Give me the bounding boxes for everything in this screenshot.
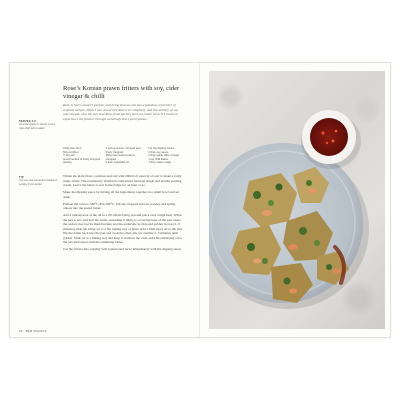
serves-note xyxy=(19,120,59,130)
ingredient: ½ tsp salt xyxy=(63,154,75,157)
serves-text: as a bar snack or serves 2 as a main dish with a salad xyxy=(19,123,56,130)
ingredient: Good handful of finely chopped parsley xyxy=(63,157,101,164)
ingredient: 2 tbsp apple cider vinegar xyxy=(148,154,180,157)
gutter xyxy=(199,63,200,337)
method-step: Preheat the oven to 180°C/Fan 160°C. Stir the chopped prawns, parsley and spring onions into the rested batter. xyxy=(63,201,176,211)
ingredient: 2 tbsp soy sauce xyxy=(148,150,169,154)
recipe-title: Rose’s Korean prawn fritters with soy, cider vinegar & chilli xyxy=(63,85,180,101)
tip-note xyxy=(19,176,59,186)
method-step: Cut the fritters into roughly 5cm squares and serve immediately with the dipping sauce. xyxy=(63,247,182,252)
ingredient: 50g cornflour xyxy=(63,150,79,154)
page-number: 20 xyxy=(19,329,23,333)
ingredients-col-3 xyxy=(148,147,187,165)
ingredient: For the dipping sauce xyxy=(148,147,175,150)
tip-key: TIP xyxy=(19,176,24,179)
dish-photo xyxy=(209,71,385,329)
serves-key: SERVES 4-6 xyxy=(19,120,36,123)
ingredient: 100g plain flour xyxy=(63,147,82,150)
ingredients-col-1 xyxy=(63,147,102,165)
ingredient: 1 tsp chilli flakes xyxy=(148,157,168,161)
ingredient: 1 tbsp caster sugar xyxy=(148,161,172,164)
section-name: BAR SNACKS xyxy=(25,329,47,333)
page-footer xyxy=(19,329,47,333)
ingredient: 300g raw peeled prawns, chopped xyxy=(105,154,136,161)
method-step: Whisk the plain flour, cornflour and salt with 200ml of water in a bowl to make a fairly runny batter. The consistency should be somewhere between single and double pouring cream. Leave the batter to rest in the fridge for an hour or so. xyxy=(63,174,182,188)
method-step: Make the dipping sauce by mixing all the ingredients together in a small bowl and set aside. xyxy=(63,190,180,199)
dipping-sauce xyxy=(310,118,348,156)
method-text xyxy=(63,174,185,254)
prawn-fritter-plate-photo-icon xyxy=(209,71,385,329)
tip-text: You can use coriander instead of parsley if you prefer. xyxy=(19,179,57,186)
ingredient: 2 tbsp vegetable oil xyxy=(105,161,129,164)
ingredients-list xyxy=(63,147,187,165)
ingredient: 2 spring onions, trimmed and finely chopped xyxy=(105,147,141,154)
method-step: Add 2 tablespoons of the oil to a 20–26cm frying pan and place over a high heat. When the pan is hot, add half the batter, spreading it thinly to cover the base of the pan. Once the surface has lost its liquid texture and the underside is crisp and golden brown (2–3 minutes) slide the fritter on to a flat baking tray or plate. Add a little more oil to the pan, flip the fritter back into the pan and cook the other side for another 2–3 minutes until golden. Slide on to a baking tray and keep it warm in the oven. Add the remaining oil to the pan and repeat with the remaining batter. xyxy=(63,213,183,245)
ingredients-col-2 xyxy=(106,147,145,165)
recipe-intro: Rose is Sue’s cousin’s partner and being Korean she has a fabulous repertoire of seafood recipes. What I love about this dish is its simplicity and the subtlety of soy and vinegar, also the fact that Rose finds parsley such an exotic herb. It’s lovely to experience the flavour through somebody else’s perceptions. xyxy=(63,103,179,121)
